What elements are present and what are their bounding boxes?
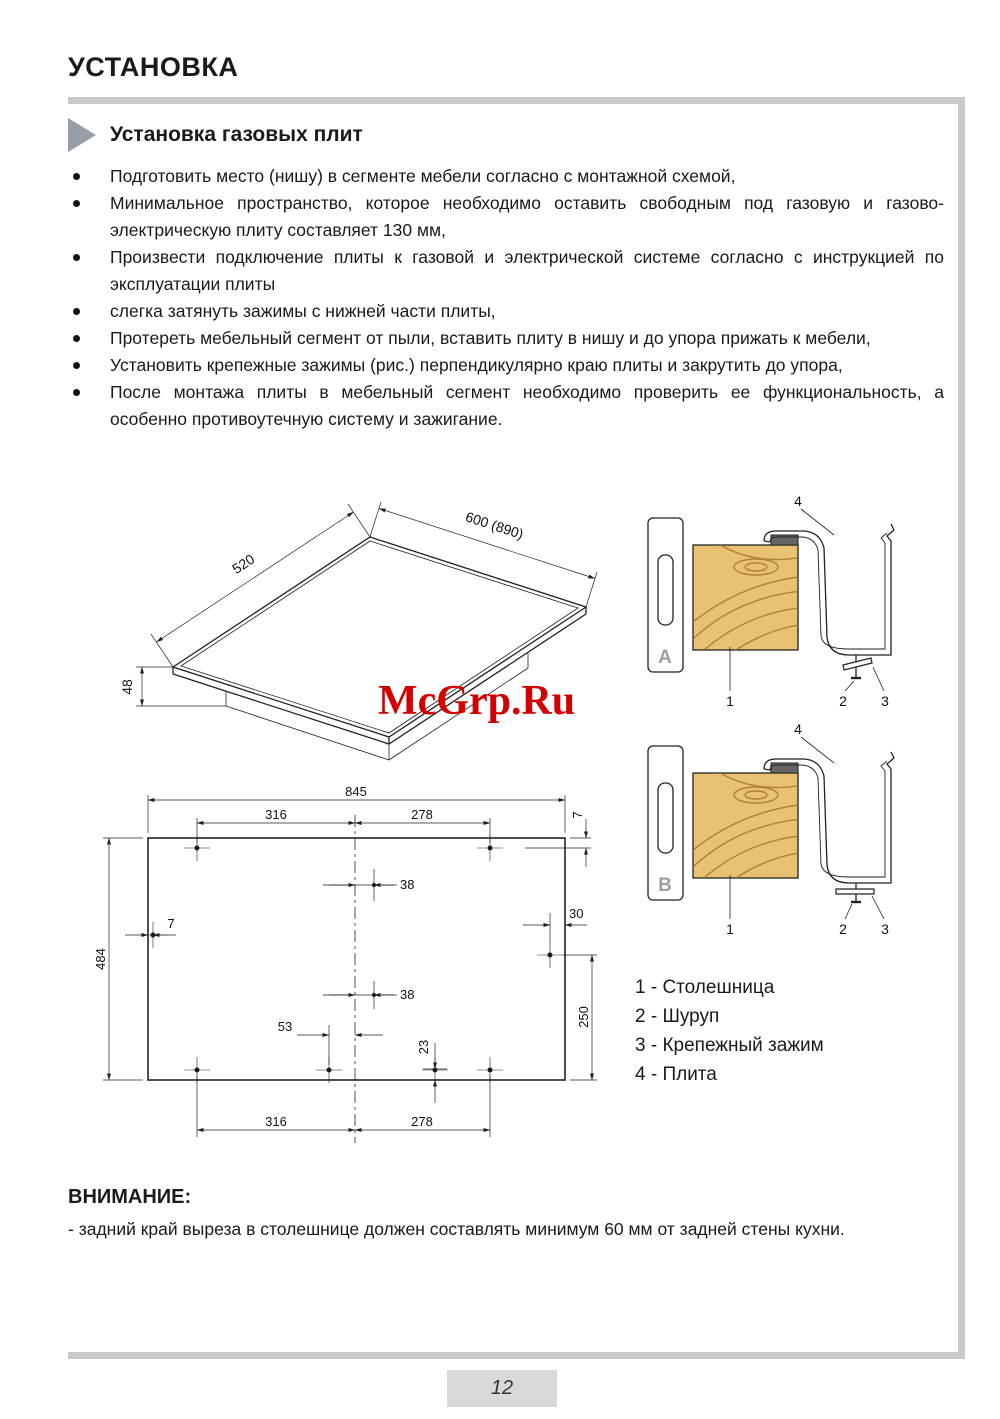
instruction-text: слегка затянуть зажимы с нижней части плиты, xyxy=(110,301,496,321)
legend-item-screw: 2 - Шуруп xyxy=(635,1006,720,1027)
section-a-drawing xyxy=(638,495,903,715)
attention-title: ВНИМАНИЕ: xyxy=(68,1186,192,1208)
watermark: McGrp.Ru xyxy=(378,678,576,724)
parts-legend xyxy=(635,973,824,1089)
worktop-cross-section xyxy=(673,765,818,915)
hob-height-dim: 48 xyxy=(119,679,135,695)
bullet-icon xyxy=(73,335,80,342)
cutout-dimensions xyxy=(93,784,597,1137)
seal-strip xyxy=(771,763,798,773)
instruction-text: Произвести подключение плиты к газовой и электрической системе согласно с инструкцией по эксплуатации плиты xyxy=(110,247,944,294)
arrow-right-icon xyxy=(68,118,96,152)
instruction-item xyxy=(68,352,944,379)
cutout-right-top-offset-dim: 7 xyxy=(570,811,585,819)
cutout-bottom-edge-dim: 23 xyxy=(416,1039,431,1055)
hob-dimensions xyxy=(119,502,597,706)
page-number-box xyxy=(447,1370,557,1407)
cutout-height-dim: 484 xyxy=(93,948,108,970)
hob-depth-dim: 600 (890) xyxy=(463,508,526,543)
cutout-top-right-dim: 278 xyxy=(411,807,433,822)
attention-text: - задний край выреза в столешнице должен составлять минимум 60 мм от задней стены кухни. xyxy=(68,1219,845,1239)
instruction-item xyxy=(68,190,944,244)
bullet-icon xyxy=(73,173,80,180)
legend-item-worktop: 1 - Столешница xyxy=(635,977,775,998)
instruction-text: Минимальное пространство, которое необходимо оставить свободным под газовую и газово-электрическую плиту составляет 130 мм, xyxy=(110,193,944,240)
hob-isometric-drawing xyxy=(98,500,603,770)
callout-clamp: 3 xyxy=(881,921,889,937)
cutout-top-left-dim: 316 xyxy=(265,807,287,822)
cutout-bottom-right-dim: 278 xyxy=(411,1114,433,1129)
cutout-left-offset-dim: 7 xyxy=(167,916,175,931)
instruction-text: Установить крепежные зажимы (рис.) перпендикулярно краю плиты и закрутить до упора, xyxy=(110,355,843,375)
callout-worktop: 1 xyxy=(726,921,734,937)
page-title: УСТАНОВКА xyxy=(68,52,239,82)
instruction-text: Протереть мебельный сегмент от пыли, вставить плиту в нишу и до упора прижать к мебели, xyxy=(110,328,871,348)
page-number: 12 xyxy=(490,1377,514,1399)
bullet-icon xyxy=(73,308,80,315)
callout-clamp: 3 xyxy=(881,693,889,709)
cutout-right-offset-dim: 30 xyxy=(569,906,584,921)
instruction-item xyxy=(68,379,944,433)
hob-width-dim: 520 xyxy=(229,550,258,577)
fixing-clamp xyxy=(836,889,874,894)
section-a-letter: A xyxy=(658,647,672,668)
callout-worktop: 1 xyxy=(726,693,734,709)
instruction-item xyxy=(68,244,944,298)
cutout-outline xyxy=(148,838,565,1080)
instruction-item xyxy=(68,298,944,325)
cutout-total-width-dim: 845 xyxy=(345,784,367,799)
cutout-bottom-left-dim: 316 xyxy=(265,1114,287,1129)
cutout-holes xyxy=(140,835,563,1083)
callout-hob: 4 xyxy=(794,493,802,509)
section-header xyxy=(68,118,363,152)
bullet-icon xyxy=(73,389,80,396)
instruction-list xyxy=(68,163,944,433)
worktop-cross-section xyxy=(673,537,818,687)
bullet-icon xyxy=(73,200,80,207)
section-title: Установка газовых плит xyxy=(110,123,363,146)
legend-item-hob: 4 - Плита xyxy=(635,1064,717,1085)
diagrams-area xyxy=(68,495,965,1185)
cutout-dimension-drawing xyxy=(95,785,615,1155)
section-b-drawing xyxy=(638,723,903,943)
bottom-divider xyxy=(68,1352,965,1359)
cutout-right-height-dim: 250 xyxy=(576,1006,591,1028)
instruction-text: После монтажа плиты в мебельный сегмент необходимо проверить ее функциональность, а особенно противоутечную систему и зажигание. xyxy=(110,382,944,429)
cutout-bottom-center-dim: 53 xyxy=(277,1019,293,1034)
cutout-hole-offset-top-dim: 38 xyxy=(400,877,415,892)
instruction-item xyxy=(68,163,944,190)
seal-strip xyxy=(771,535,798,545)
instruction-text: Подготовить место (нишу) в сегменте мебели согласно с монтажной схемой, xyxy=(110,166,736,186)
callout-hob: 4 xyxy=(794,721,802,737)
legend-item-clamp: 3 - Крепежный зажим xyxy=(635,1035,824,1056)
callout-screw: 2 xyxy=(839,921,847,937)
cutout-hole-offset-mid-dim: 38 xyxy=(400,987,415,1002)
bullet-icon xyxy=(73,254,80,261)
callout-screw: 2 xyxy=(839,693,847,709)
instruction-item xyxy=(68,325,944,352)
top-divider xyxy=(68,97,965,104)
bullet-icon xyxy=(73,362,80,369)
fixing-clamp xyxy=(843,658,872,670)
section-b-letter: B xyxy=(658,875,672,896)
